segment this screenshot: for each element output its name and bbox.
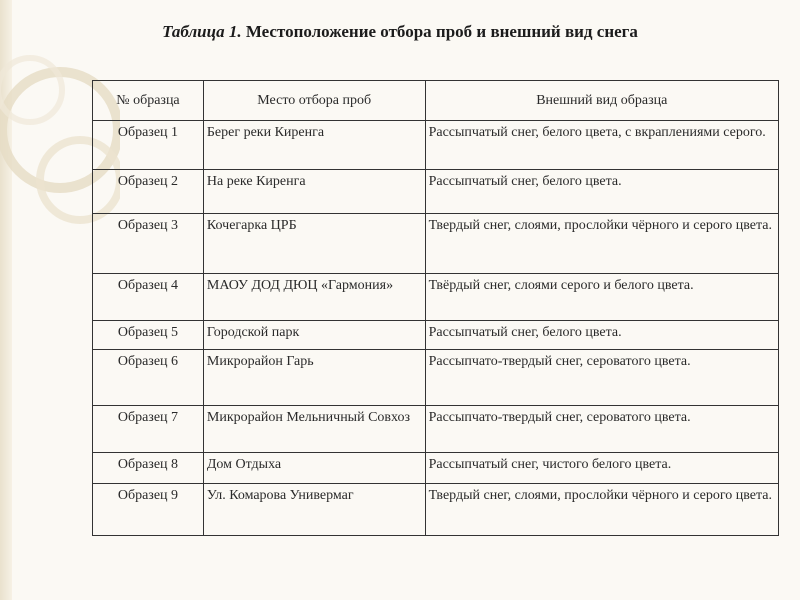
appearance-cell: Рассыпчатый снег, белого цвета. <box>425 321 778 350</box>
sample-cell: Образец 7 <box>93 406 204 453</box>
header-place: Место отбора проб <box>203 81 425 121</box>
table-row <box>93 170 779 214</box>
place-cell: Микрорайон Мельничный Совхоз <box>203 406 425 453</box>
sample-cell: Образец 9 <box>93 484 204 536</box>
table-caption <box>0 22 800 42</box>
sample-cell: Образец 3 <box>93 214 204 274</box>
sampling-table <box>92 80 779 536</box>
appearance-cell: Твердый снег, слоями, прослойки чёрного и серого цвета. <box>425 484 778 536</box>
place-cell: Микрорайон Гарь <box>203 350 425 406</box>
appearance-cell: Твёрдый снег, слоями серого и белого цвета. <box>425 274 778 321</box>
table-row <box>93 350 779 406</box>
place-cell: Дом Отдыха <box>203 453 425 484</box>
appearance-cell: Рассыпчато-твердый снег, сероватого цвета. <box>425 350 778 406</box>
table-row <box>93 484 779 536</box>
appearance-cell: Рассыпчатый снег, чистого белого цвета. <box>425 453 778 484</box>
table-row <box>93 214 779 274</box>
caption-lead: Таблица 1. <box>162 22 242 41</box>
appearance-cell: Твердый снег, слоями, прослойки чёрного и серого цвета. <box>425 214 778 274</box>
caption-text: Местоположение отбора проб и внешний вид снега <box>241 22 638 41</box>
table-row <box>93 121 779 170</box>
place-cell: Кочегарка ЦРБ <box>203 214 425 274</box>
place-cell: Берег реки Киренга <box>203 121 425 170</box>
header-appearance: Внешний вид образца <box>425 81 778 121</box>
sample-cell: Образец 6 <box>93 350 204 406</box>
sample-cell: Образец 4 <box>93 274 204 321</box>
place-cell: На реке Киренга <box>203 170 425 214</box>
place-cell: МАОУ ДОД ДЮЦ «Гармония» <box>203 274 425 321</box>
sample-cell: Образец 2 <box>93 170 204 214</box>
table-row <box>93 274 779 321</box>
appearance-cell: Рассыпчато-твердый снег, сероватого цвета. <box>425 406 778 453</box>
appearance-cell: Рассыпчатый снег, белого цвета, с вкраплениями серого. <box>425 121 778 170</box>
place-cell: Городской парк <box>203 321 425 350</box>
sample-cell: Образец 1 <box>93 121 204 170</box>
header-number: № образца <box>93 81 204 121</box>
header-row <box>93 81 779 121</box>
place-cell: Ул. Комарова Универмаг <box>203 484 425 536</box>
table-row <box>93 321 779 350</box>
appearance-cell: Рассыпчатый снег, белого цвета. <box>425 170 778 214</box>
sample-cell: Образец 8 <box>93 453 204 484</box>
sample-cell: Образец 5 <box>93 321 204 350</box>
table-row <box>93 453 779 484</box>
table-row <box>93 406 779 453</box>
